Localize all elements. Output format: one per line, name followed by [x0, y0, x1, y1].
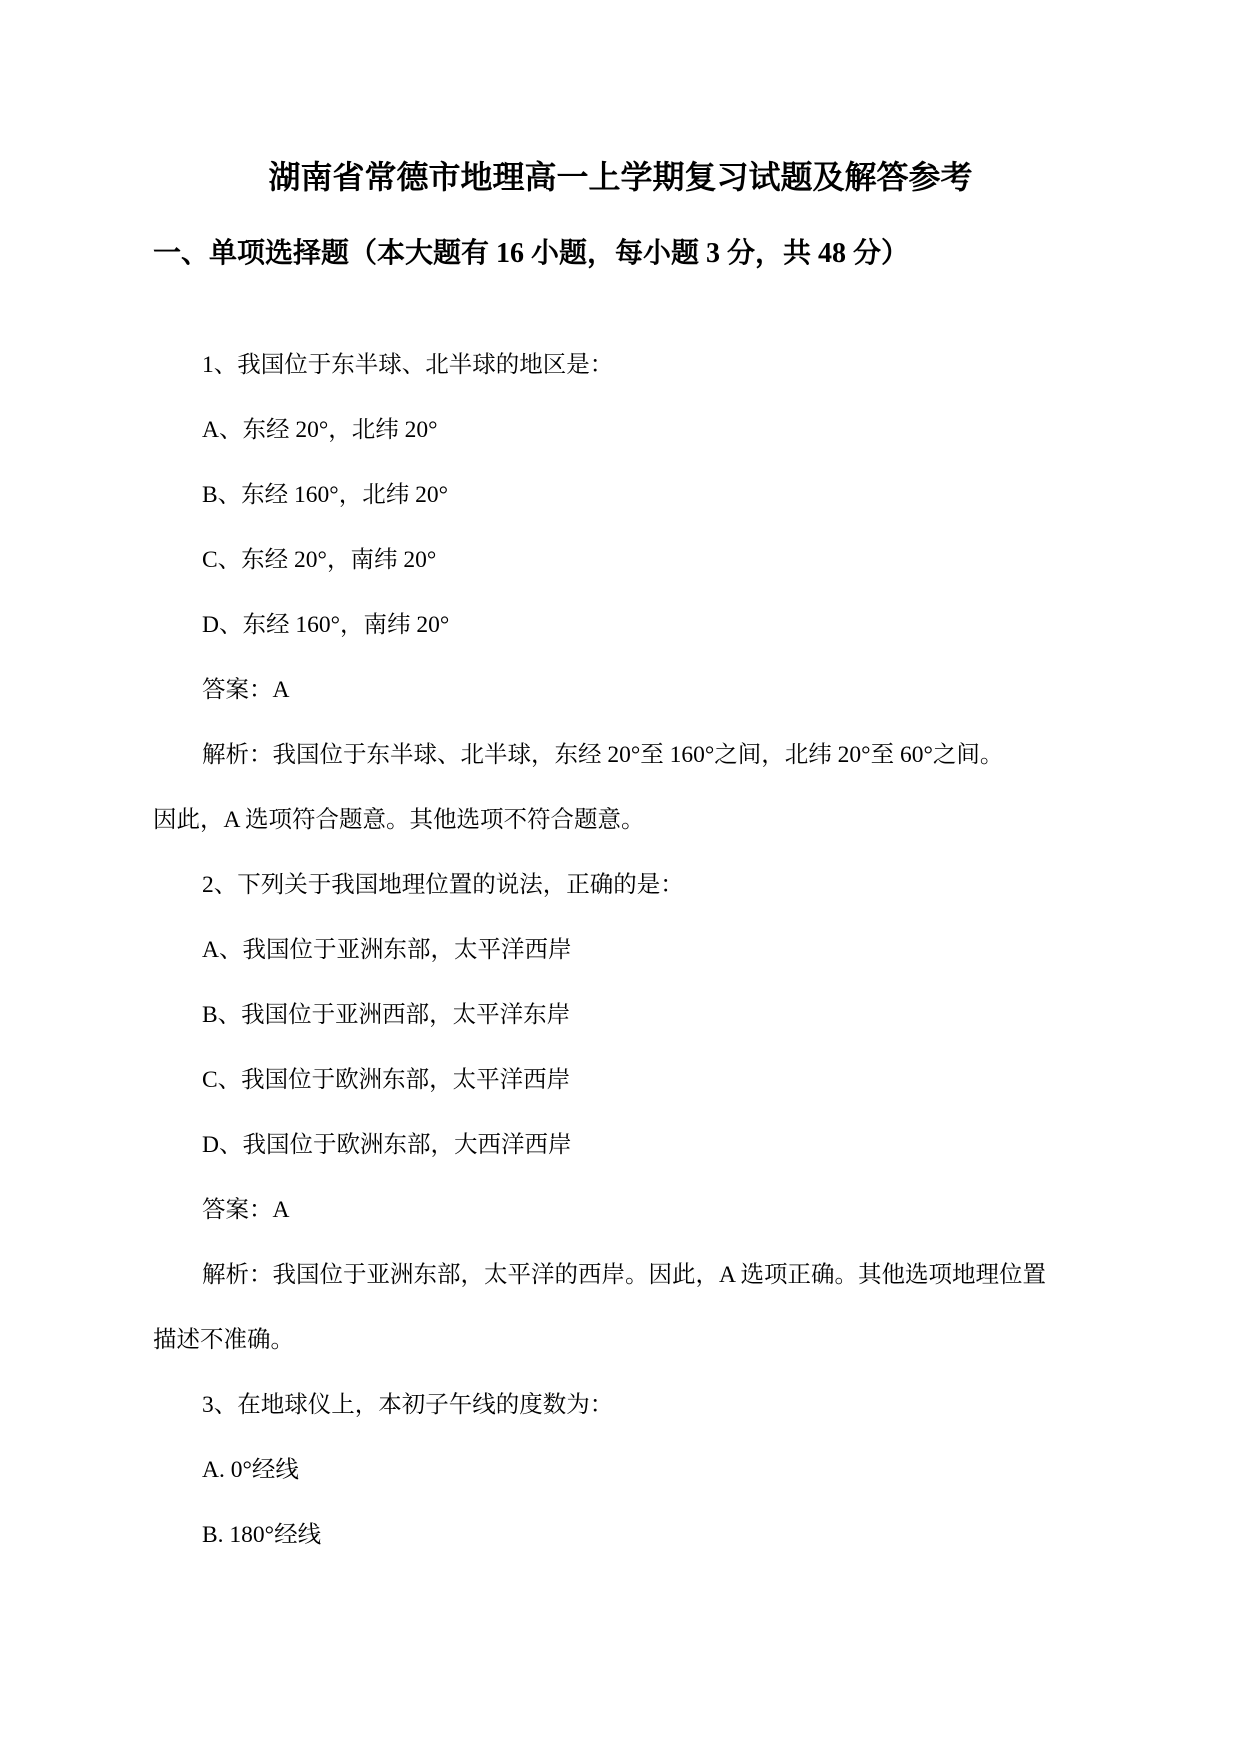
document-title: 湖南省常德市地理高一上学期复习试题及解答参考 — [268, 159, 973, 195]
question-3-stem: 3、在地球仪上，本初子午线的度数为： — [202, 1392, 614, 1418]
question-1-analysis-line: 解析：我国位于东半球、北半球，东经 20°至 160°之间，北纬 20°至 60°之间。 — [202, 742, 1004, 768]
question-2-option-d: D、我国位于欧洲东部，大西洋西岸 — [202, 1132, 572, 1158]
question-1-stem: 1、我国位于东半球、北半球的地区是： — [202, 352, 614, 378]
question-3-option-a: A. 0°经线 — [202, 1457, 299, 1483]
question-2-option-b: B、我国位于亚洲西部，太平洋东岸 — [202, 1002, 571, 1028]
question-3-option-b: B. 180°经线 — [202, 1522, 322, 1548]
question-1-option-c: C、东经 20°，南纬 20° — [202, 547, 437, 573]
question-1-analysis-line: 因此，A 选项符合题意。其他选项不符合题意。 — [153, 807, 645, 833]
question-2-option-a: A、我国位于亚洲东部，太平洋西岸 — [202, 937, 572, 963]
question-2-analysis-line: 解析：我国位于亚洲东部，太平洋的西岸。因此，A 选项正确。其他选项地理位置 — [202, 1262, 1047, 1288]
question-1-option-b: B、东经 160°，北纬 20° — [202, 482, 448, 508]
question-1-option-a: A、东经 20°，北纬 20° — [202, 417, 438, 443]
question-2-answer: 答案：A — [202, 1197, 290, 1223]
question-2-option-c: C、我国位于欧洲东部，太平洋西岸 — [202, 1067, 571, 1093]
document-body — [153, 333, 1105, 1568]
question-2-analysis-line: 描述不准确。 — [153, 1327, 294, 1353]
question-1-option-d: D、东经 160°，南纬 20° — [202, 612, 450, 638]
question-2-stem: 2、下列关于我国地理位置的说法，正确的是： — [202, 872, 684, 898]
question-1-answer: 答案：A — [202, 677, 290, 703]
section-heading: 一、单项选择题（本大题有 16 小题，每小题 3 分，共 48 分） — [153, 238, 910, 269]
